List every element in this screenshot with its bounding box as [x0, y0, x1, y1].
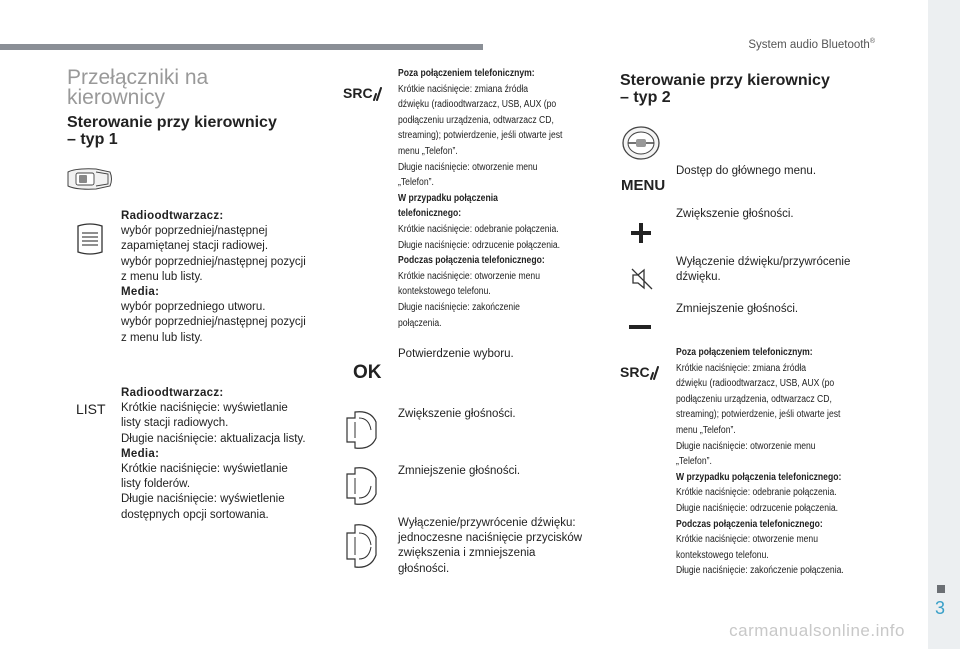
type1-volume-up-text: Zwiększenie głośności.	[398, 408, 516, 420]
ok-label: OK	[353, 362, 382, 383]
steering-wheel-icon	[620, 124, 662, 162]
text-line: wybór poprzedniej/następnej pozycji	[121, 255, 306, 268]
text-line: Podczas połączenia telefonicznego:	[398, 255, 545, 267]
text-line: menu „Telefon”.	[398, 145, 458, 157]
text-line: Długie naciśnięcie: odrzucenie połączenia.	[398, 239, 561, 251]
text-line: listy folderów.	[121, 478, 191, 491]
speaker-mute-icon	[629, 266, 655, 292]
type1-list-text	[121, 386, 331, 523]
text-line: Krótkie naciśnięcie: otworzenie menu	[676, 534, 818, 546]
text-line: Krótkie naciśnięcie: zmiana źródła	[398, 83, 529, 95]
section-title: Przełączniki na kierownicy	[67, 66, 209, 109]
steering-wheel-control-icon	[66, 166, 114, 192]
text-line: streaming); potwierdzenie, jeśli otwarte jest	[676, 409, 841, 421]
text-line: Długie naciśnięcie: zakończenie	[398, 301, 520, 313]
text-line: dostępnych opcji sortowania.	[121, 508, 269, 521]
text-line: Media:	[121, 447, 160, 460]
volume-up-wheel-icon	[343, 408, 379, 452]
text-line: zapamiętanej stacji radiowej.	[121, 240, 269, 253]
text-line: Długie naciśnięcie: wyświetlenie	[121, 493, 285, 506]
text-line: połączenia.	[398, 317, 442, 329]
ok-text: Potwierdzenie wyboru.	[398, 348, 514, 360]
text-line: Długie naciśnięcie: odrzucenie połączenia.	[676, 502, 839, 514]
type1-mute-text: Wyłączenie/przywrócenie dźwięku: jednoczesne naciśnięcie przycisków zwiększenia i zmniejszenia głośności.	[398, 517, 583, 575]
text-line: Poza połączeniem telefonicznym:	[398, 68, 535, 79]
top-rule	[0, 44, 483, 50]
stalk-button-icon	[75, 222, 105, 256]
text-line: podłączeniu urządzenia, odtwarzacz CD,	[398, 114, 554, 126]
text-line: wybór poprzedniego utworu.	[121, 301, 266, 314]
type2-mute-text: Wyłączenie dźwięku/przywrócenie dźwięku.	[676, 256, 851, 284]
text-line: Radioodtwarzacz:	[121, 210, 224, 222]
text-line: kontekstowego telefonu.	[398, 286, 491, 298]
text-line: Krótkie naciśnięcie: odebranie połączenia.	[676, 487, 837, 499]
text-line: streaming); potwierdzenie, jeśli otwarte jest	[398, 130, 563, 142]
text-line: W przypadku połączenia telefonicznego:	[676, 471, 842, 483]
text-line: W przypadku połączenia	[398, 192, 498, 204]
text-line: dźwięku (radioodtwarzacz, USB, AUX (po	[398, 99, 557, 111]
page-header: System audio Bluetooth®	[748, 38, 875, 51]
src-label-type2: SRC	[620, 364, 650, 380]
text-line: menu „Telefon”.	[676, 424, 736, 436]
mute-wheel-icon	[343, 521, 379, 571]
text-line: telefonicznego:	[398, 208, 462, 220]
text-line: Radioodtwarzacz:	[121, 387, 224, 399]
page-number: 3	[934, 598, 945, 618]
text-line: wybór poprzedniej/następnej pozycji	[121, 316, 306, 329]
text-line: Media:	[121, 286, 160, 299]
text-line: Długie naciśnięcie: zakończenie połączenia.	[676, 565, 844, 577]
minus-icon	[629, 325, 651, 329]
text-line: Krótkie naciśnięcie: zmiana źródła	[676, 362, 807, 374]
heading-type1: Sterowanie przy kierownicy – typ 1	[67, 114, 277, 148]
menu-label: MENU	[621, 177, 666, 194]
side-tab	[928, 0, 960, 649]
src-phone-icon	[343, 84, 383, 102]
text-line: Krótkie naciśnięcie: odebranie połączenia.	[398, 223, 559, 235]
text-line: kontekstowego telefonu.	[676, 549, 769, 561]
text-line: „Telefon”.	[676, 456, 712, 468]
type1-src-text	[398, 66, 596, 331]
type2-volume-up-text: Zwiększenie głośności.	[676, 208, 794, 220]
text-line: „Telefon”.	[398, 177, 434, 189]
type2-src-text	[676, 345, 874, 579]
text-line: Podczas połączenia telefonicznego:	[676, 518, 823, 530]
src-label: SRC	[343, 85, 373, 101]
text-line: z menu lub listy.	[121, 270, 203, 283]
src-phone-icon-type2	[620, 363, 660, 381]
page-marker	[937, 585, 945, 593]
text-line: Długie naciśnięcie: aktualizacja listy.	[121, 432, 306, 445]
footer-watermark: carmanualsonline.info	[729, 621, 905, 640]
text-line: Krótkie naciśnięcie: otworzenie menu	[398, 270, 540, 282]
text-line: Poza połączeniem telefonicznym:	[676, 347, 813, 358]
text-line: podłączeniu urządzenia, odtwarzacz CD,	[676, 393, 832, 405]
text-line: z menu lub listy.	[121, 331, 203, 344]
list-label: LIST	[76, 401, 106, 417]
plus-icon	[630, 222, 652, 244]
text-line: Długie naciśnięcie: otworzenie menu	[398, 161, 538, 173]
type2-volume-down-text: Zmniejszenie głośności.	[676, 303, 799, 315]
menu-text: Dostęp do głównego menu.	[676, 165, 817, 177]
text-line: listy stacji radiowych.	[121, 417, 229, 430]
text-line: Krótkie naciśnięcie: wyświetlanie	[121, 463, 288, 476]
text-line: dźwięku (radioodtwarzacz, USB, AUX (po	[676, 378, 835, 390]
text-line: Krótkie naciśnięcie: wyświetlanie	[121, 402, 288, 415]
type1-radio-media-text	[121, 209, 331, 346]
text-line: Długie naciśnięcie: otworzenie menu	[676, 440, 816, 452]
type1-volume-down-text: Zmniejszenie głośności.	[398, 465, 521, 477]
heading-type2: Sterowanie przy kierownicy – typ 2	[620, 72, 830, 106]
text-line: wybór poprzedniej/następnej	[121, 225, 268, 238]
volume-down-wheel-icon	[343, 464, 379, 508]
